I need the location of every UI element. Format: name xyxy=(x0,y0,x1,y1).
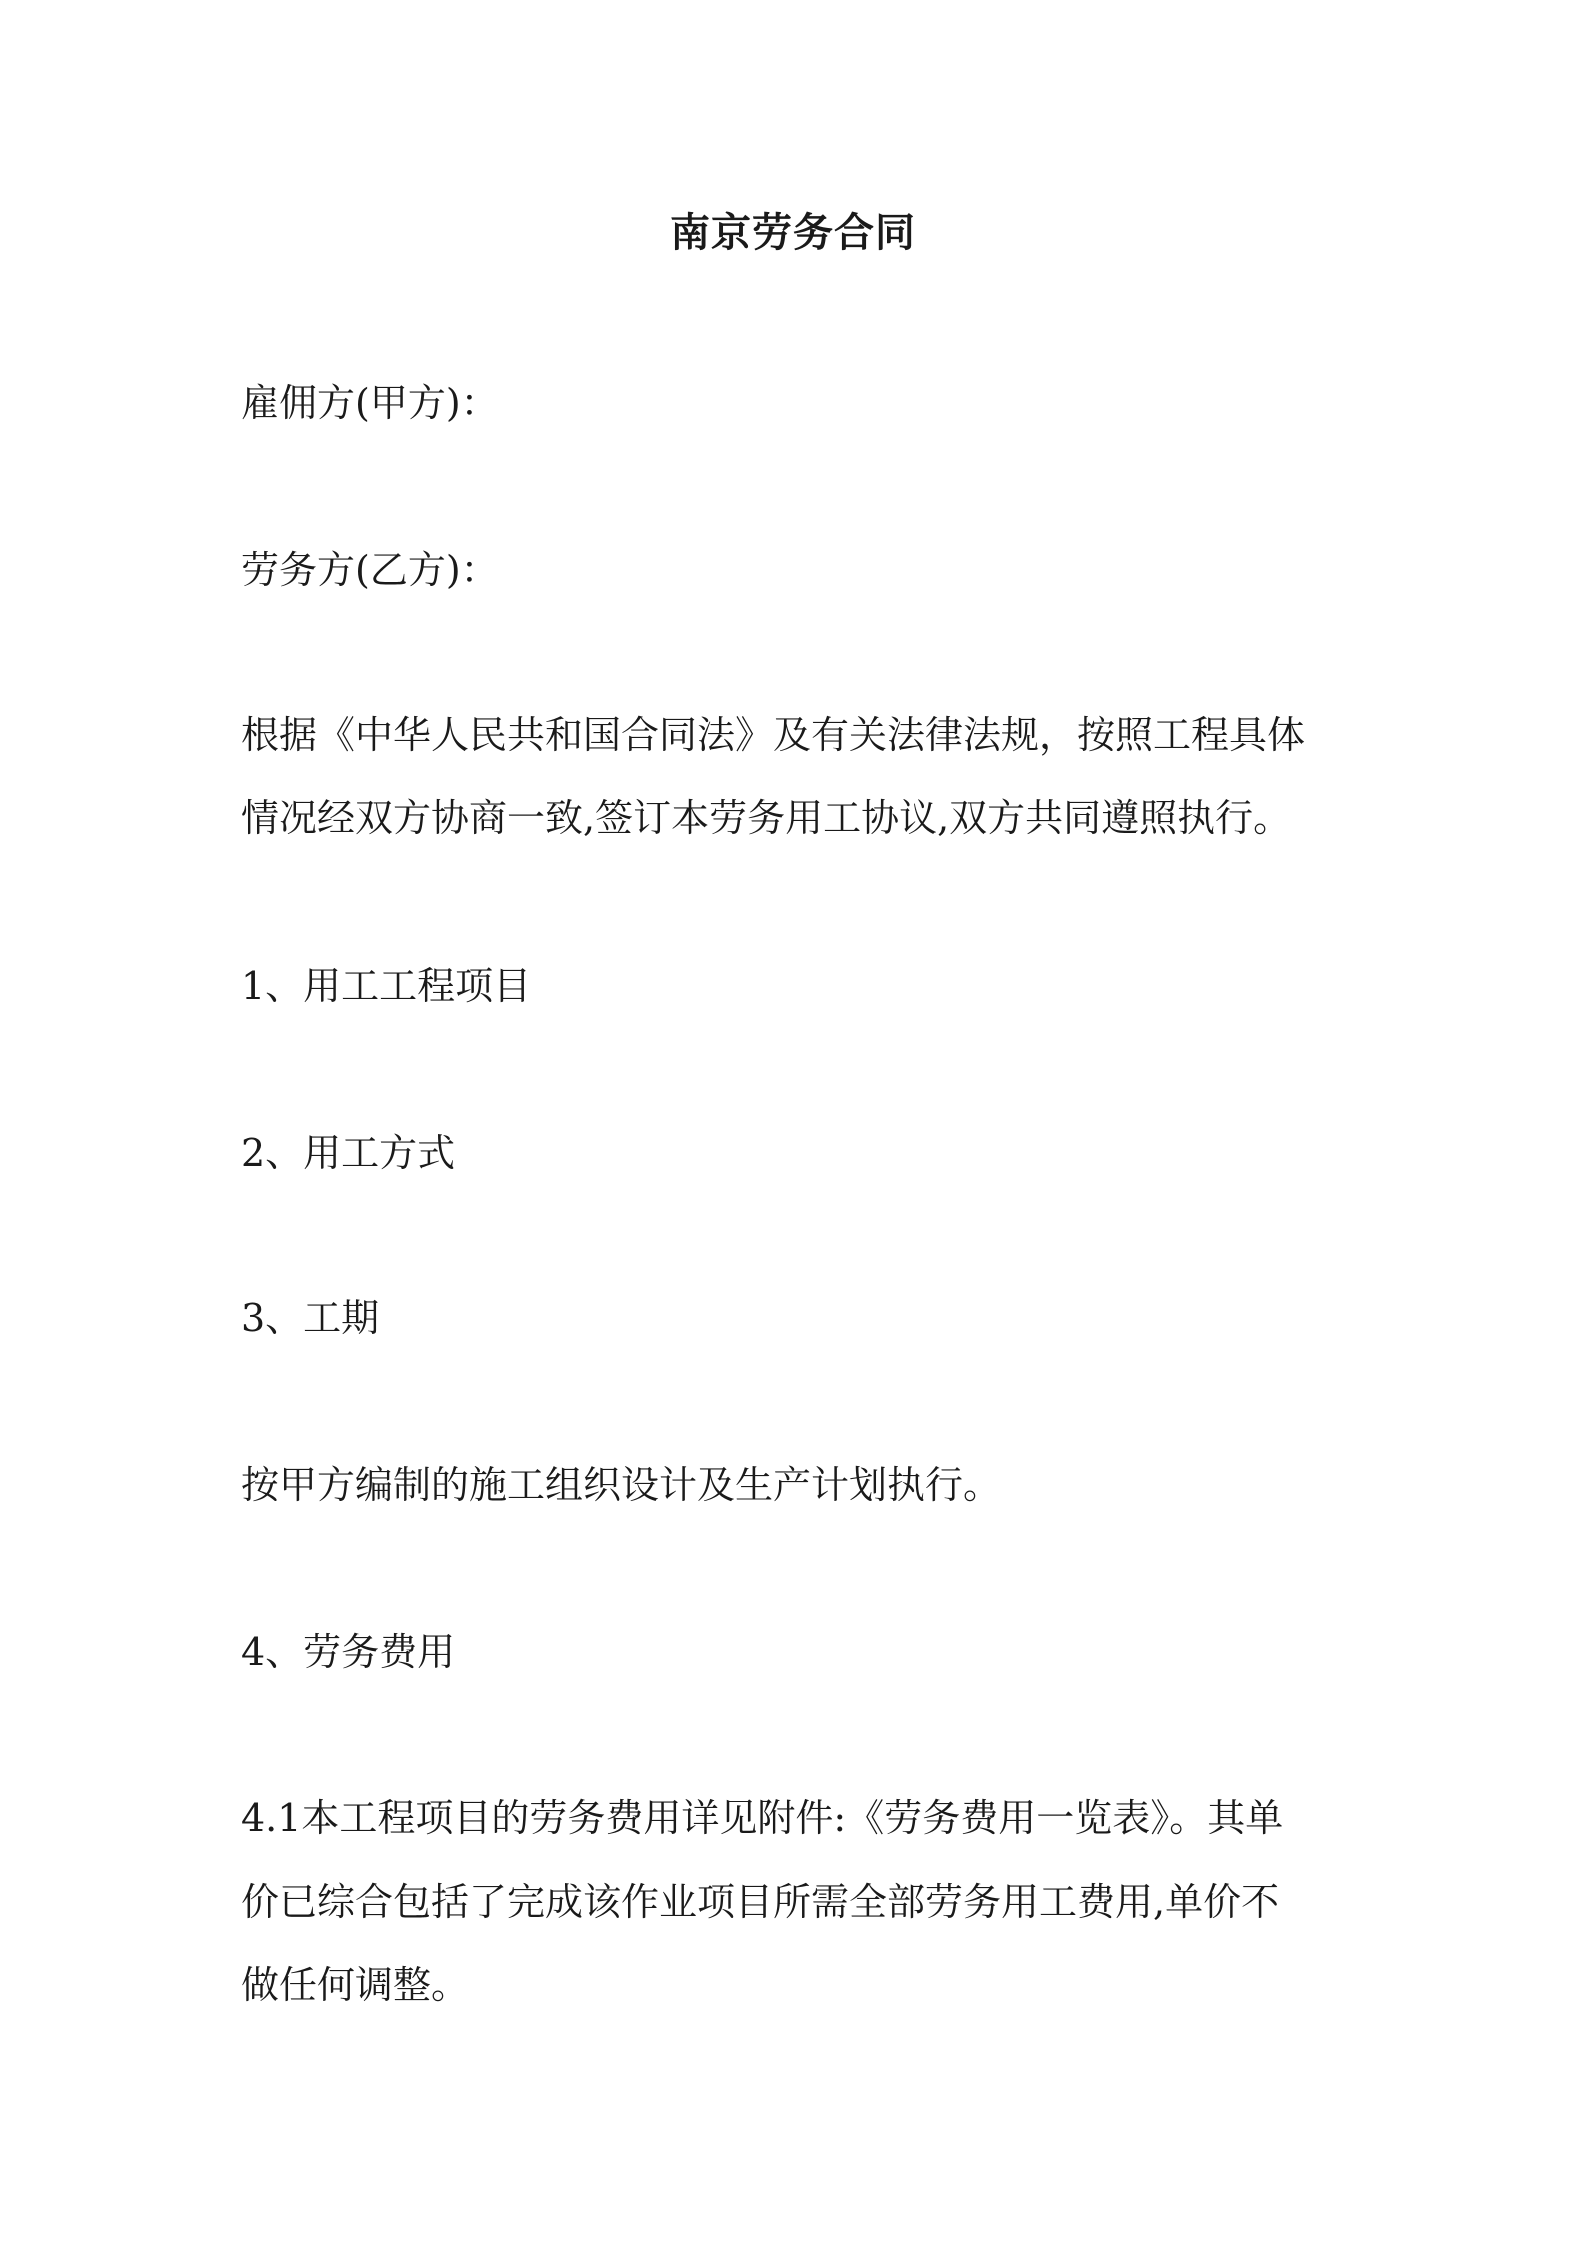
preamble-line-1: 根据《中华人民共和国合同法》及有关法律法规，按照工程具体 xyxy=(241,713,1306,757)
section-2-heading: 2、用工方式 xyxy=(241,1131,456,1175)
preamble-line-2: 情况经双方协商一致,签订本劳务用工协议,双方共同遵照执行。 xyxy=(241,796,1292,840)
section-1-heading: 1、用工工程项目 xyxy=(241,964,532,1008)
clause-4-1-line-1: 4.1本工程项目的劳务费用详见附件:《劳务费用一览表》。其单 xyxy=(241,1796,1284,1840)
employer-party-line: 雇佣方(甲方)： xyxy=(241,381,499,425)
labor-party-line: 劳务方(乙方)： xyxy=(241,548,499,592)
section-4-heading: 4、劳务费用 xyxy=(241,1630,456,1674)
section-3-heading: 3、工期 xyxy=(241,1296,380,1340)
document-title: 南京劳务合同 xyxy=(670,209,916,256)
section-3-body: 按甲方编制的施工组织设计及生产计划执行。 xyxy=(241,1463,1002,1507)
clause-4-1-line-3: 做任何调整。 xyxy=(241,1963,470,2007)
clause-4-1-line-2: 价已综合包括了完成该作业项目所需全部劳务用工费用,单价不 xyxy=(241,1880,1280,1924)
